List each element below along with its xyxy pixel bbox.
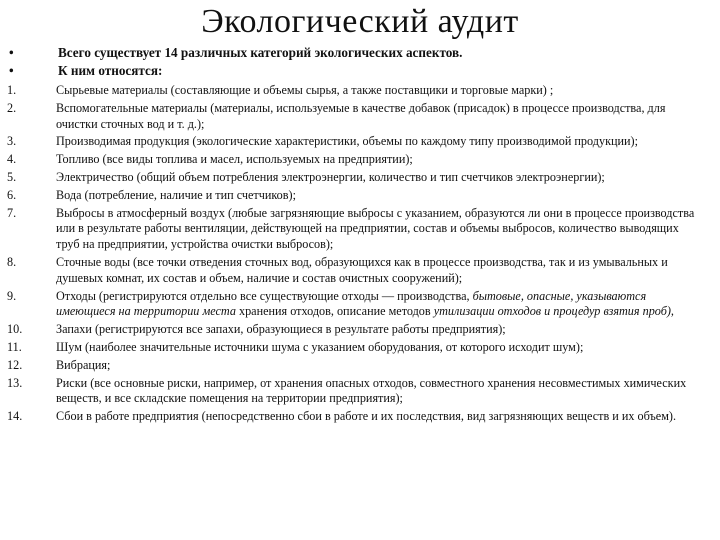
item-text: Сточные воды (все точки отведения сточных вод, образующихся как в процессе производства, так и из умывальных и душевых комнат, их состав и объем, наличие и состав очистных сооружений); xyxy=(56,254,668,285)
list-item xyxy=(7,358,697,374)
item-number: 13. xyxy=(7,375,23,390)
aspects-list xyxy=(7,44,697,425)
list-item xyxy=(7,255,697,287)
item-text xyxy=(56,289,697,321)
list-item xyxy=(7,62,697,80)
intro-text: К ним относятся: xyxy=(58,63,163,78)
page-title: Экологический аудит xyxy=(201,3,519,40)
list-item xyxy=(7,188,697,204)
list-item xyxy=(7,289,697,321)
item-number: 5. xyxy=(7,169,17,184)
item-text-italic: утилизации отходов и процедур взятия проб), xyxy=(433,304,674,319)
item-number: 4. xyxy=(7,152,17,167)
item-text: Вибрация; xyxy=(56,357,111,372)
item-number: 1. xyxy=(7,83,17,97)
item-text: Выбросы в атмосферный воздух (любые загрязняющие выбросы с указанием, образуются ли они в процессе производства или в результате работы вентиляции, действующей на предприятии, состав и объемы выбросов, количество выводящих труб на предприятии, устройства очистки выбросов); xyxy=(56,205,695,252)
item-number: 7. xyxy=(7,205,17,220)
item-text-part: Отходы (регистрируются отдельно все существующие отходы — производства, xyxy=(56,288,473,303)
item-text: Вода (потребление, наличие и тип счетчиков); xyxy=(56,187,296,202)
item-number: 14. xyxy=(7,409,23,424)
list-item xyxy=(7,83,697,99)
item-text: Топливо (все виды топлива и масел, используемых на предприятии); xyxy=(56,152,413,167)
item-text: Электричество (общий объем потребления электроэнергии, количество и тип счетчиков электроэнергии); xyxy=(56,169,605,184)
item-number: 10. xyxy=(7,322,23,337)
item-number: 3. xyxy=(7,134,17,149)
item-number: 9. xyxy=(7,288,17,303)
item-number: 2. xyxy=(7,100,17,115)
item-text: Производимая продукция (экологические характеристики, объемы по каждому типу производимой продукции); xyxy=(56,134,638,149)
list-item xyxy=(7,322,697,338)
list-item xyxy=(7,134,697,150)
list-item xyxy=(7,152,697,168)
item-text-italic: бытовые, опасные, указываются имеющиеся на территории места xyxy=(56,288,647,319)
item-text: Шум (наиболее значительные источники шума с указанием оборудования, от которого исходит шум); xyxy=(56,339,584,354)
item-text: Вспомогательные материалы (материалы, используемые в качестве добавок (присадок) в процессе производства, для очистки сточных вод и т. д.); xyxy=(56,100,666,131)
list-item xyxy=(7,376,697,408)
list-item xyxy=(7,206,697,253)
item-text: Сырьевые материалы (составляющие и объемы сырья, а также поставщики и торговые марки) ; xyxy=(56,83,554,97)
item-text: Риски (все основные риски, например, от хранения опасных отходов, совместного хранения несовместимых химических веществ, и все складские помещения на территории предприятия); xyxy=(56,375,687,406)
list-item xyxy=(7,44,697,62)
list-item xyxy=(7,409,697,425)
item-number: 8. xyxy=(7,254,17,269)
item-text-part: хранения отходов, описание методов xyxy=(235,304,434,319)
item-text: Запахи (регистрируются все запахи, образующиеся в результате работы предприятия); xyxy=(56,322,506,337)
list-item xyxy=(7,170,697,186)
item-number: 6. xyxy=(7,187,17,202)
bullet-marker: • xyxy=(9,45,14,60)
list-item xyxy=(7,340,697,356)
intro-text: Всего существует 14 различных категорий экологических аспектов. xyxy=(58,45,463,60)
item-text: Сбои в работе предприятия (непосредственно сбои в работе и их последствия, вид загрязняющих веществ и их объем). xyxy=(56,409,677,424)
item-number: 12. xyxy=(7,357,23,372)
list-item xyxy=(7,101,697,133)
bullet-marker: • xyxy=(9,63,14,78)
item-number: 11. xyxy=(7,339,22,354)
